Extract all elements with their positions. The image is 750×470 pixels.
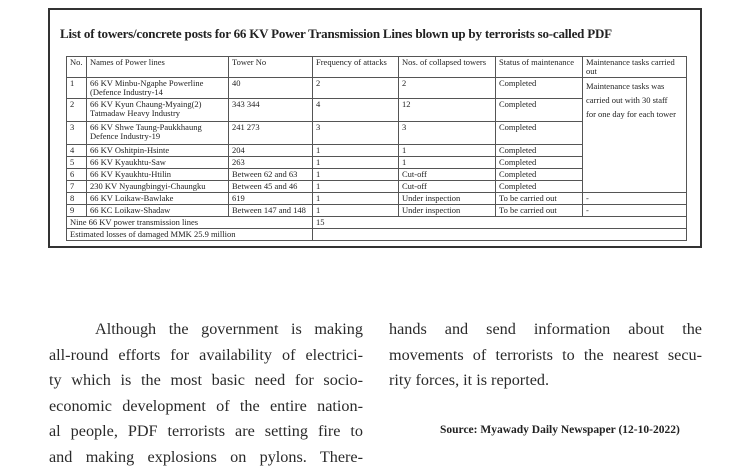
cell-collapsed: Under inspection — [399, 205, 496, 217]
cell-name: 66 KC Loikaw-Shadaw — [87, 205, 229, 217]
maintenance-note-line: for one day for each tower — [586, 107, 683, 121]
cell-no: 4 — [67, 145, 87, 157]
cell-no: 1 — [67, 78, 87, 99]
text-line: rity forces, it is reported. — [389, 368, 702, 394]
cell-no: 7 — [67, 181, 87, 193]
cell-status: To be carried out — [496, 193, 583, 205]
cell-frequency: 4 — [313, 99, 399, 122]
cell-tower: Between 147 and 148 — [229, 205, 313, 217]
col-header: Names of Power lines — [87, 57, 229, 78]
cell-frequency: 3 — [313, 122, 399, 145]
losses-row — [67, 229, 687, 241]
text-line: Although the government is making — [49, 317, 363, 343]
cell-tower: 263 — [229, 157, 313, 169]
cell-status: Completed — [496, 78, 583, 99]
cell-name: 66 KV Minbu-Ngaphe Powerline (Defence Industry-14 — [87, 78, 229, 99]
source-credit: Source: Myawady Daily Newspaper (12-10-2022) — [440, 424, 680, 436]
text-line: al people, PDF terrorists are setting fire to — [49, 419, 363, 445]
towers-table — [66, 56, 687, 241]
cell-name: 66 KV Kyaukhtu-Htilin — [87, 169, 229, 181]
figure-title: List of towers/concrete posts for 66 KV Power Transmission Lines blown up by terrorists so-called PDF — [60, 26, 612, 42]
col-header: Frequency of attacks — [313, 57, 399, 78]
table-header-row — [67, 57, 687, 78]
table-row — [67, 78, 687, 99]
cell-collapsed: Cut-off — [399, 181, 496, 193]
cell-tower: 619 — [229, 193, 313, 205]
cell-name: 66 KV Oshitpin-Hsinte — [87, 145, 229, 157]
table-row — [67, 193, 687, 205]
cell-no: 2 — [67, 99, 87, 122]
cell-collapsed: 1 — [399, 145, 496, 157]
total-value: 15 — [313, 217, 687, 229]
cell-no: 8 — [67, 193, 87, 205]
cell-status: Completed — [496, 122, 583, 145]
cell-tower: Between 45 and 46 — [229, 181, 313, 193]
cell-status: Completed — [496, 157, 583, 169]
cell-name: 66 KV Loikaw-Bawlake — [87, 193, 229, 205]
cell-frequency: 1 — [313, 145, 399, 157]
cell-name: 66 KV Kyun Chaung-Myaing(2) Tatmadaw Heavy Industry — [87, 99, 229, 122]
text-line: ty which is the most basic need for socio- — [49, 368, 363, 394]
cell-frequency: 1 — [313, 157, 399, 169]
article-left-column — [49, 317, 363, 470]
cell-frequency: 1 — [313, 181, 399, 193]
maintenance-note-line: Maintenance tasks was — [586, 79, 683, 93]
total-row — [67, 217, 687, 229]
maintenance-note-cell — [583, 78, 687, 193]
text-line: and making explosions on pylons. There- — [49, 445, 363, 470]
cell-frequency: 1 — [313, 193, 399, 205]
cell-no: 3 — [67, 122, 87, 145]
cell-tower: 343 344 — [229, 99, 313, 122]
cell-name: 66 KV Shwe Taung-Paukkhaung Defence Industry-19 — [87, 122, 229, 145]
cell-frequency: 1 — [313, 205, 399, 217]
text-line: all-round efforts for availability of electrici- — [49, 343, 363, 369]
cell-tower: 40 — [229, 78, 313, 99]
cell-tower: 241 273 — [229, 122, 313, 145]
col-header: Tower No — [229, 57, 313, 78]
losses-label: Estimated losses of damaged MMK 25.9 million — [67, 229, 313, 241]
cell-collapsed: Under inspection — [399, 193, 496, 205]
cell-tower: 204 — [229, 145, 313, 157]
cell-task: - — [583, 193, 687, 205]
cell-frequency: 1 — [313, 169, 399, 181]
cell-collapsed: 12 — [399, 99, 496, 122]
article-right-column — [389, 317, 702, 394]
text-line: hands and send information about the — [389, 317, 702, 343]
cell-name: 230 KV Nyaungbingyi-Chaungku — [87, 181, 229, 193]
losses-empty — [313, 229, 687, 241]
cell-collapsed: Cut-off — [399, 169, 496, 181]
table-row — [67, 205, 687, 217]
cell-collapsed: 2 — [399, 78, 496, 99]
cell-no: 6 — [67, 169, 87, 181]
cell-no: 5 — [67, 157, 87, 169]
maintenance-note-line: carried out with 30 staff — [586, 93, 683, 107]
text-line: movements of terrorists to the nearest secu- — [389, 343, 702, 369]
figure-frame — [48, 8, 702, 248]
col-header: No. — [67, 57, 87, 78]
cell-no: 9 — [67, 205, 87, 217]
cell-name: 66 KV Kyaukhtu-Saw — [87, 157, 229, 169]
cell-status: Completed — [496, 181, 583, 193]
cell-status: Completed — [496, 99, 583, 122]
cell-status: To be carried out — [496, 205, 583, 217]
cell-collapsed: 1 — [399, 157, 496, 169]
total-label: Nine 66 KV power transmission lines — [67, 217, 313, 229]
cell-collapsed: 3 — [399, 122, 496, 145]
cell-task: - — [583, 205, 687, 217]
col-header: Status of maintenance — [496, 57, 583, 78]
col-header: Nos. of collapsed towers — [399, 57, 496, 78]
text-line: economic development of the entire nation- — [49, 394, 363, 420]
col-header: Maintenance tasks carried out — [583, 57, 687, 78]
cell-frequency: 2 — [313, 78, 399, 99]
cell-status: Completed — [496, 145, 583, 157]
cell-tower: Between 62 and 63 — [229, 169, 313, 181]
cell-status: Completed — [496, 169, 583, 181]
